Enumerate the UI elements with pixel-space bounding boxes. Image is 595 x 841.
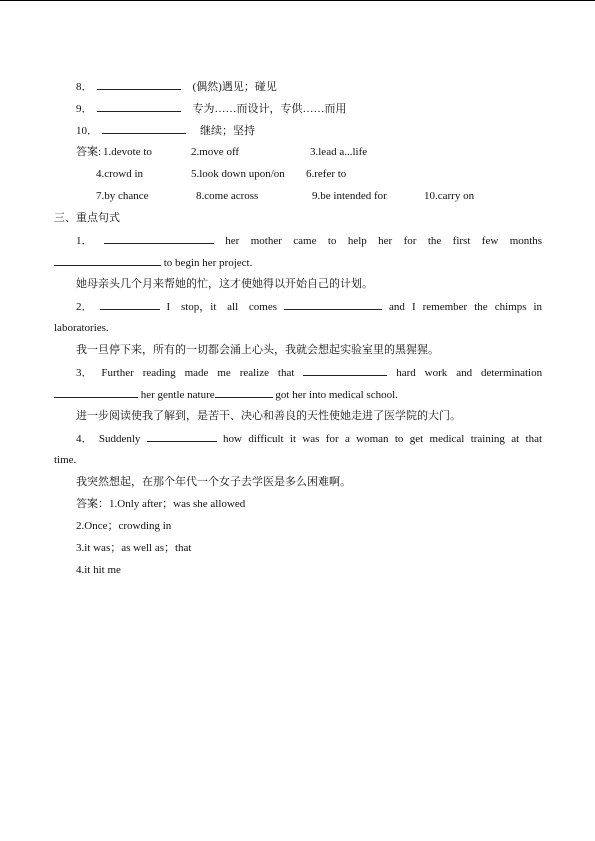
vocab-item-10 (76, 123, 255, 138)
sentence-2-continuation: laboratories. (54, 322, 109, 334)
word: chimps (494, 301, 527, 313)
sentence-2-translation: 我一旦停下来，所有的一切都会涌上心头，我就会想起实验室里的黑猩猩。 (76, 344, 439, 356)
word: determination (480, 367, 543, 379)
word: that (277, 367, 295, 379)
sentence-1-line (54, 233, 542, 248)
answer-entry: 2.move off (191, 146, 240, 158)
word: mother (250, 235, 282, 247)
answer-entry: 10.carry on (424, 190, 475, 202)
word: and (456, 367, 473, 379)
answer-blank[interactable] (54, 255, 161, 266)
vocab-meaning: 专为……而设计，专供……而用 (192, 103, 347, 115)
sentence-number: 4． (76, 433, 93, 445)
vocab-number: 9． (76, 103, 93, 115)
sentence-number: 3． (76, 367, 93, 379)
sentence-3-translation: 进一步阅读使我了解到，是苦干、决心和善良的天性使她走进了医学院的大门。 (76, 410, 461, 422)
answer-blank[interactable] (104, 233, 214, 244)
word: hard (396, 367, 416, 379)
sentence-text: I stop，it all comes (166, 301, 277, 313)
answer-entry: 3.lead a...life (310, 146, 368, 158)
word: work (424, 367, 448, 379)
word: I (411, 301, 416, 313)
word: remember (422, 301, 468, 313)
answer-blank[interactable] (102, 123, 186, 134)
word: a (344, 433, 350, 445)
answer-blank[interactable] (97, 101, 181, 112)
sentence-1-translation: 她母亲头几个月来帮她的忙，这才使她得以开始自己的计划。 (76, 278, 373, 290)
word: her (378, 235, 393, 247)
answer-entry: 1.devote to (103, 146, 152, 158)
sentence-3-line (54, 365, 542, 380)
sentence-number: 1． (76, 235, 93, 247)
sentence-4-translation: 我突然想起，在那个年代一个女子去学医是多么困难啊。 (76, 476, 351, 488)
answer-entry: 1.Only after；was she allowed (109, 498, 246, 510)
answer-blank[interactable] (303, 365, 387, 376)
word: woman (356, 433, 389, 445)
sentence-text: got her into medical school. (275, 389, 398, 401)
word: few (481, 235, 499, 247)
word: the (474, 301, 488, 313)
word: the (427, 235, 442, 247)
answer-blank[interactable] (284, 299, 382, 310)
answer-entry: 4.crowd in (96, 168, 144, 180)
word: her (225, 235, 240, 247)
sentence-text: to begin her project. (163, 257, 253, 269)
vocab-number: 8． (76, 81, 93, 93)
sentence-3-continuation (54, 387, 398, 402)
answer-label: 答案： (76, 498, 109, 510)
word: for (403, 235, 417, 247)
word: first (452, 235, 471, 247)
word: and (389, 301, 405, 313)
word: training (470, 433, 505, 445)
word: me (217, 367, 231, 379)
answer-blank[interactable] (97, 79, 181, 90)
vocab-meaning: 继续；坚持 (200, 125, 255, 137)
sentence-4-continuation: time. (54, 454, 77, 466)
sentence-answer-1 (76, 497, 245, 511)
answer-entry: 7.by chance (96, 190, 149, 202)
answer-entry: 9.be intended for (312, 190, 387, 202)
answer-blank[interactable] (147, 431, 217, 442)
answer-blank[interactable] (54, 387, 138, 398)
sentence-4-line (54, 431, 542, 446)
word: months (509, 235, 543, 247)
word: was (302, 433, 320, 445)
answer-entry: 6.refer to (306, 168, 347, 180)
vocab-number: 10． (76, 125, 98, 137)
word: realize (239, 367, 269, 379)
word: to (394, 433, 404, 445)
word: at (511, 433, 520, 445)
word: medical (429, 433, 465, 445)
word: it (289, 433, 297, 445)
word: for (325, 433, 339, 445)
sentence-number: 2． (76, 301, 93, 313)
word: how (223, 433, 242, 445)
word: get (409, 433, 424, 445)
sentence-2-line (54, 299, 542, 314)
sentence-1-continuation (54, 255, 252, 270)
answer-entry: 5.look down upon/on (191, 168, 285, 180)
word: came (293, 235, 317, 247)
vocab-item-8 (76, 79, 277, 94)
section-title: 三、重点句式 (54, 212, 120, 224)
answer-label: 答案: (76, 146, 102, 158)
vocab-item-9 (76, 101, 347, 116)
answer-entry: 8.come across (196, 190, 259, 202)
sentence-answer-3: 3.it was；as well as；that (76, 542, 192, 554)
word: Further (101, 367, 134, 379)
word: reading (142, 367, 176, 379)
word: to (327, 235, 337, 247)
top-border (0, 0, 595, 1)
word: Suddenly (98, 433, 141, 445)
word: difficult (248, 433, 284, 445)
sentence-text: her gentle nature (140, 389, 215, 401)
word: in (533, 301, 543, 313)
vocab-meaning: (偶然)遇见；碰见 (192, 81, 277, 93)
word: help (347, 235, 367, 247)
sentence-answer-2: 2.Once；crowding in (76, 520, 172, 532)
word: made (184, 367, 209, 379)
word: that (525, 433, 543, 445)
answer-blank[interactable] (100, 299, 160, 310)
answer-blank[interactable] (215, 387, 273, 398)
sentence-answer-4: 4.it hit me (76, 564, 121, 576)
